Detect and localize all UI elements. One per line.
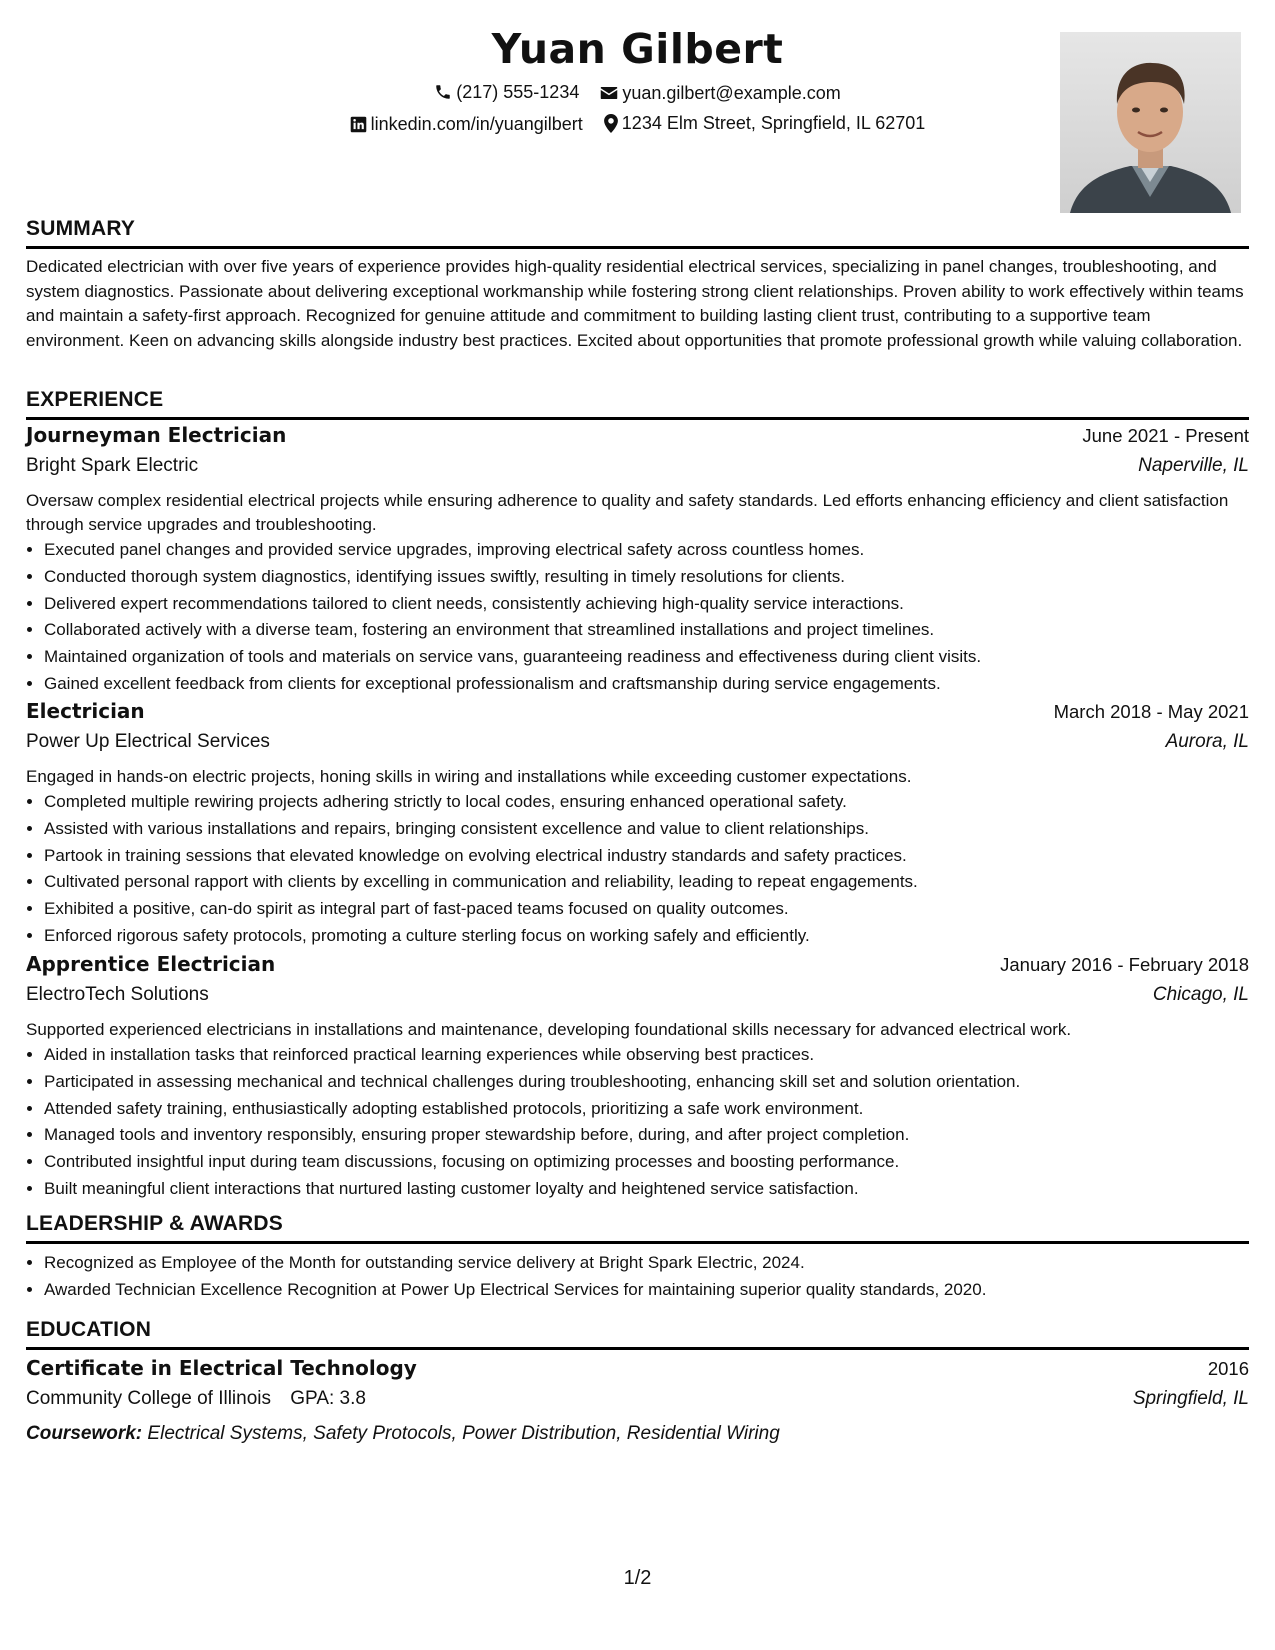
experience-heading: EXPERIENCE	[26, 387, 1249, 420]
envelope-icon	[600, 85, 618, 101]
list-item: • Assisted with various installations and repairs, bringing consistent excellence and value to client relationships.	[44, 816, 1249, 843]
list-item: • Contributed insightful input during team discussions, focusing on optimizing processes and boosting performance.	[44, 1149, 1249, 1176]
candidate-name: Yuan Gilbert	[491, 25, 784, 73]
phone-icon	[434, 83, 452, 101]
coursework-line	[26, 1420, 1249, 1448]
list-item: • Built meaningful client interactions that nurtured lasting customer loyalty and heightened service satisfaction.	[44, 1176, 1249, 1203]
list-item: • Managed tools and inventory responsibly, ensuring proper stewardship before, during, and after project completion.	[44, 1122, 1249, 1149]
coursework-list: Electrical Systems, Safety Protocols, Power Distribution, Residential Wiring	[147, 1423, 780, 1444]
job-dates: March 2018 - May 2021	[1053, 701, 1249, 722]
job-title: Electrician	[26, 699, 145, 723]
list-item: • Enforced rigorous safety protocols, promoting a culture sterling focus on working safely and efficiently.	[44, 923, 1249, 950]
list-item: • Exhibited a positive, can-do spirit as integral part of fast-paced teams focused on quality outcomes.	[44, 896, 1249, 923]
email-text[interactable]: yuan.gilbert@example.com	[622, 83, 841, 103]
phone-text: (217) 555-1234	[456, 82, 580, 102]
list-item: • Collaborated actively with a diverse team, fostering an environment that streamlined installations and project timelines.	[44, 617, 1249, 644]
job-bullets	[26, 537, 1249, 698]
job-location: Naperville, IL	[1138, 455, 1249, 476]
job-subheader	[26, 731, 1249, 763]
job-company: ElectroTech Solutions	[26, 984, 209, 1005]
address-text: 1234 Elm Street, Springfield, IL 62701	[621, 113, 926, 133]
list-item: • Aided in installation tasks that reinforced practical learning experiences while observing best practices.	[44, 1042, 1249, 1069]
list-item: • Conducted thorough system diagnostics, identifying issues swiftly, resulting in timely resolutions for clients.	[44, 564, 1249, 591]
awards-list	[26, 1250, 1249, 1304]
job-description: Supported experienced electricians in installations and maintenance, developing foundational skills necessary for advanced electrical work.	[26, 1020, 1072, 1039]
school-location: Springfield, IL	[1132, 1388, 1249, 1409]
phone-contact	[434, 80, 579, 104]
page-number: 1/2	[623, 1567, 652, 1589]
job-location: Aurora, IL	[1165, 731, 1249, 752]
list-item: • Awarded Technician Excellence Recognition at Power Up Electrical Services for maintaining superior quality standards, 2020.	[44, 1277, 1249, 1304]
awards-section	[26, 1211, 1249, 1304]
job-dates: January 2016 - February 2018	[1000, 954, 1249, 975]
experience-section	[26, 387, 1249, 420]
degree-title: Certificate in Electrical Technology	[26, 1356, 417, 1380]
list-item: • Delivered expert recommendations tailored to client needs, consistently achieving high-quality service interactions.	[44, 591, 1249, 618]
job-dates: June 2021 - Present	[1082, 425, 1249, 446]
list-item: • Recognized as Employee of the Month for outstanding service delivery at Bright Spark Electric, 2024.	[44, 1250, 1249, 1277]
education-section	[26, 1317, 1249, 1448]
job-company: Power Up Electrical Services	[26, 731, 270, 752]
job-entry	[26, 699, 1249, 950]
list-item: • Maintained organization of tools and materials on service vans, guaranteeing readiness and effectiveness during client visits.	[44, 644, 1249, 671]
education-subheader	[26, 1388, 1249, 1420]
list-item: • Attended safety training, enthusiastically adopting established protocols, prioritizing a safe work environment.	[44, 1096, 1249, 1123]
school-line	[26, 1388, 366, 1410]
job-entry	[26, 952, 1249, 1203]
graduation-year: 2016	[1207, 1358, 1249, 1379]
education-heading: EDUCATION	[26, 1317, 1249, 1350]
job-description: Engaged in hands-on electric projects, honing skills in wiring and installations while exceeding customer expectations.	[26, 767, 912, 786]
school-name: Community College of Illinois	[26, 1388, 271, 1409]
summary-text: Dedicated electrician with over five years of experience provides high-quality residential electrical services, specializing in panel changes, troubleshooting, and system diagnostics. Passionate about delivering exceptional workmanship while fostering strong client relationships. Proven ability to work effectively within teams and maintain a safety-first approach. Recognized for genuine attitude and commitment to building lasting client trust, contributing to a supportive team environment. Keen on advancing skills alongside industry best practices. Excited about opportunities that promote professional growth while valuing collaboration.	[26, 257, 1244, 350]
awards-heading: LEADERSHIP & AWARDS	[26, 1211, 1249, 1244]
job-entry	[26, 423, 1249, 698]
list-item: • Participated in assessing mechanical and technical challenges during troubleshooting, enhancing skill set and solution orientation.	[44, 1069, 1249, 1096]
email-contact[interactable]	[600, 81, 840, 105]
linkedin-text[interactable]: linkedin.com/in/yuangilbert	[370, 114, 583, 134]
list-item: • Executed panel changes and provided service upgrades, improving electrical safety across countless homes.	[44, 537, 1249, 564]
job-header	[26, 952, 1249, 984]
coursework-label: Coursework:	[26, 1423, 143, 1444]
location-pin-icon	[604, 114, 618, 133]
job-bullets	[26, 1042, 1249, 1203]
list-item: • Cultivated personal rapport with clients by excelling in communication and reliability, leading to repeat engagements.	[44, 869, 1249, 896]
job-location: Chicago, IL	[1152, 984, 1249, 1005]
job-header	[26, 423, 1249, 455]
education-header	[26, 1356, 1249, 1388]
list-item: • Partook in training sessions that elevated knowledge on evolving electrical industry standards and safety practices.	[44, 843, 1249, 870]
gpa: GPA: 3.8	[290, 1388, 366, 1409]
job-subheader	[26, 984, 1249, 1016]
linkedin-contact[interactable]	[350, 112, 583, 136]
linkedin-icon	[350, 116, 367, 133]
job-title: Journeyman Electrician	[26, 423, 287, 447]
list-item: • Gained excellent feedback from clients for exceptional professionalism and craftsmanship during service engagements.	[44, 671, 1249, 698]
profile-photo	[1060, 32, 1241, 213]
job-description: Oversaw complex residential electrical projects while ensuring adherence to quality and safety standards. Led efforts enhancing efficiency and client satisfaction through service upgrades and troubleshooting.	[26, 491, 1229, 534]
job-subheader	[26, 455, 1249, 487]
job-title: Apprentice Electrician	[26, 952, 276, 976]
job-bullets	[26, 789, 1249, 950]
summary-heading: SUMMARY	[26, 216, 1249, 249]
summary-section	[26, 216, 1249, 353]
job-company: Bright Spark Electric	[26, 455, 199, 476]
address-contact	[604, 111, 926, 135]
job-header	[26, 699, 1249, 731]
list-item: • Completed multiple rewiring projects adhering strictly to local codes, ensuring enhanced operational safety.	[44, 789, 1249, 816]
